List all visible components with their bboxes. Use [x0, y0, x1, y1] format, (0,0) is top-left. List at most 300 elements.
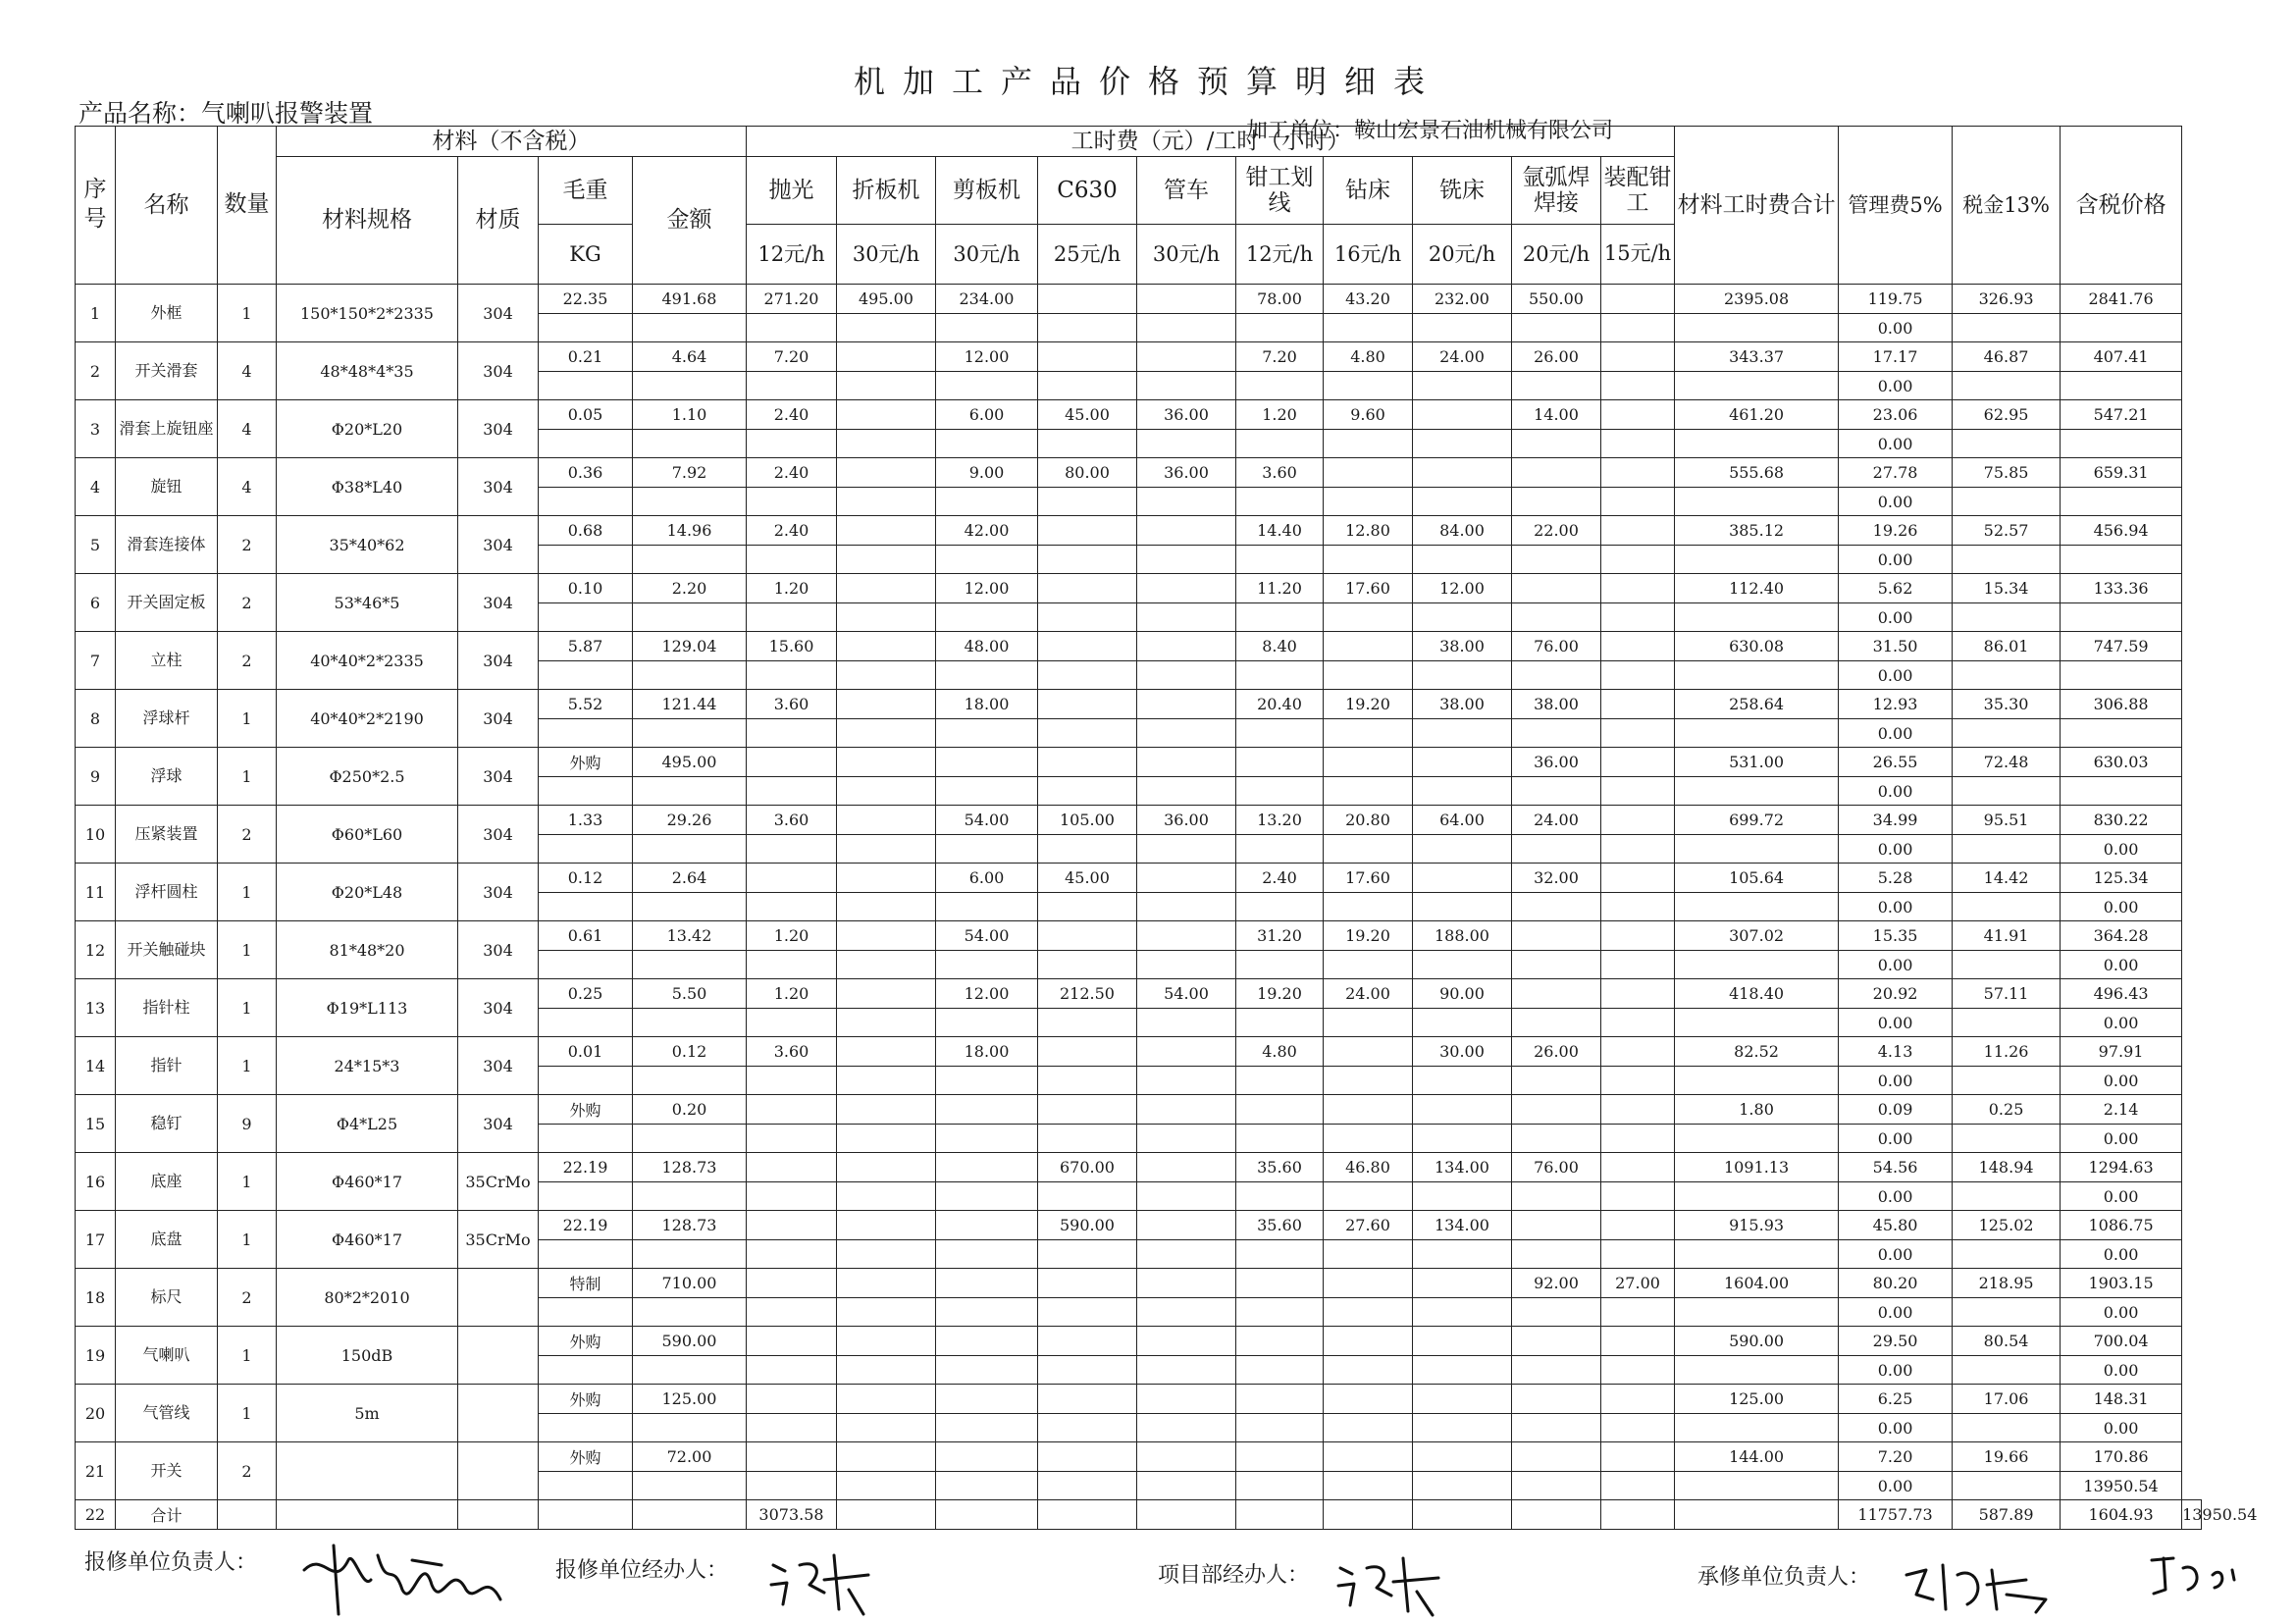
- row-labor-sub: [1137, 1414, 1236, 1442]
- row-labor-cost: 76.00: [1512, 1153, 1601, 1182]
- row-price-sub: 0.00: [2061, 835, 2182, 864]
- row-tax: 86.01: [1953, 632, 2061, 661]
- row-labor-cost: 32.00: [1512, 864, 1601, 893]
- row-weight-sub: [539, 893, 633, 921]
- row-labor-sub: [1512, 1009, 1601, 1037]
- row-labor-cost: 54.00: [1137, 979, 1236, 1009]
- row-labor-cost: 30.00: [1413, 1037, 1512, 1067]
- row-total: 418.40: [1675, 979, 1839, 1009]
- row-price-sub: [2061, 661, 2182, 690]
- row-labor-cost: [1038, 690, 1137, 719]
- row-labor-cost: [1413, 458, 1512, 488]
- row-labor-cost: 18.00: [936, 690, 1038, 719]
- row-labor-cost: [1038, 1385, 1137, 1414]
- row-labor-sub: [1413, 835, 1512, 864]
- row-labor-sub: [936, 372, 1038, 400]
- row-amount-sub: [633, 893, 747, 921]
- row-tax-sub: [1953, 430, 2061, 458]
- row-labor-sub: [747, 372, 837, 400]
- row-labor-cost: 2.40: [1236, 864, 1324, 893]
- total-empty: [633, 1500, 747, 1530]
- row-labor-sub: [1413, 719, 1512, 748]
- row-labor-cost: 17.60: [1324, 574, 1413, 603]
- row-labor-sub: [1236, 314, 1324, 342]
- row-qty: 2: [218, 806, 277, 864]
- row-qty: 2: [218, 1442, 277, 1500]
- row-qty: 2: [218, 1269, 277, 1327]
- row-labor-sub: [1413, 430, 1512, 458]
- row-labor-sub: [936, 777, 1038, 806]
- row-tax-sub: [1953, 719, 2061, 748]
- row-labor-cost: 24.00: [1324, 979, 1413, 1009]
- row-labor-cost: 2.40: [747, 516, 837, 546]
- row-amount: 2.64: [633, 864, 747, 893]
- row-amount-sub: [633, 1067, 747, 1095]
- row-mgmt: 7.20: [1839, 1442, 1953, 1472]
- row-weight-sub: [539, 1125, 633, 1153]
- row-seq: 1: [76, 285, 116, 342]
- row-labor-cost: 84.00: [1413, 516, 1512, 546]
- row-labor-cost: [747, 1327, 837, 1356]
- row-qty: 1: [218, 979, 277, 1037]
- total-empty: [1324, 1500, 1413, 1530]
- row-labor-sub: [747, 1414, 837, 1442]
- row-labor-sub: [837, 1009, 936, 1037]
- col-weight: 毛重: [539, 157, 633, 225]
- row-name: 气管线: [116, 1385, 218, 1442]
- row-seq: 13: [76, 979, 116, 1037]
- row-labor-cost: 1.20: [1236, 400, 1324, 430]
- row-labor-sub: [1601, 1009, 1675, 1037]
- row-labor-sub: [747, 951, 837, 979]
- row-labor-sub: [936, 314, 1038, 342]
- row-total-sub: [1675, 951, 1839, 979]
- row-seq: 9: [76, 748, 116, 806]
- row-labor-sub: [1601, 1414, 1675, 1442]
- col-labor-rate: 25元/h: [1038, 225, 1137, 285]
- row-mgmt: 6.25: [1839, 1385, 1953, 1414]
- row-labor-cost: [1038, 285, 1137, 314]
- row-total-sub: [1675, 835, 1839, 864]
- row-labor-cost: [1137, 285, 1236, 314]
- table-row: [76, 1442, 2202, 1472]
- row-labor-sub: [1236, 603, 1324, 632]
- row-labor-sub: [936, 488, 1038, 516]
- row-labor-sub: [747, 1240, 837, 1269]
- row-labor-cost: [1512, 458, 1601, 488]
- row-amount-sub: [633, 1182, 747, 1211]
- row-labor-sub: [1324, 1182, 1413, 1211]
- row-labor-cost: [837, 1037, 936, 1067]
- row-labor-sub: [1137, 1472, 1236, 1500]
- row-labor-sub: [1413, 661, 1512, 690]
- col-labor-group: 工时费（元）/工时（小时）: [747, 127, 1675, 157]
- row-material: 304: [458, 400, 539, 458]
- row-labor-cost: [837, 921, 936, 951]
- row-labor-sub: [1137, 951, 1236, 979]
- row-total-sub: [1675, 1067, 1839, 1095]
- row-labor-sub: [837, 1067, 936, 1095]
- total-label: 合计: [116, 1500, 218, 1530]
- row-labor-sub: [747, 546, 837, 574]
- row-weight: 22.19: [539, 1153, 633, 1182]
- total-empty: [936, 1500, 1038, 1530]
- total-empty: [539, 1500, 633, 1530]
- row-tax: 326.93: [1953, 285, 2061, 314]
- row-weight: 1.33: [539, 806, 633, 835]
- row-labor-sub: [1324, 1240, 1413, 1269]
- row-labor-sub: [1324, 661, 1413, 690]
- total-empty: [458, 1500, 539, 1530]
- row-labor-sub: [936, 1240, 1038, 1269]
- row-price-sub: 0.00: [2061, 951, 2182, 979]
- col-total: 材料工时费合计: [1675, 127, 1839, 285]
- row-labor-sub: [936, 951, 1038, 979]
- row-seq: 3: [76, 400, 116, 458]
- row-amount: 29.26: [633, 806, 747, 835]
- total-empty: [1413, 1500, 1512, 1530]
- row-tax-sub: [1953, 835, 2061, 864]
- row-labor-cost: 19.20: [1236, 979, 1324, 1009]
- row-material: 304: [458, 921, 539, 979]
- table-row: [76, 1269, 2202, 1298]
- contractor-head-label: 承修单位负责人：: [1697, 1565, 1871, 1590]
- row-labor-sub: [1512, 835, 1601, 864]
- row-labor-sub: [1512, 719, 1601, 748]
- row-labor-cost: 1.20: [747, 921, 837, 951]
- row-mgmt: 19.26: [1839, 516, 1953, 546]
- row-labor-sub: [747, 1125, 837, 1153]
- row-labor-cost: [1038, 632, 1137, 661]
- row-tax: 11.26: [1953, 1037, 2061, 1067]
- row-total: 531.00: [1675, 748, 1839, 777]
- row-weight-sub: [539, 1356, 633, 1385]
- row-spec: 53*46*5: [277, 574, 458, 632]
- row-spec: Φ4*L25: [277, 1095, 458, 1153]
- row-labor-sub: [1038, 893, 1137, 921]
- row-weight-sub: [539, 430, 633, 458]
- total-row: [76, 1500, 2202, 1530]
- table-row: [76, 1037, 2202, 1067]
- col-labor-rate: 12元/h: [1236, 225, 1324, 285]
- row-name: 开关滑套: [116, 342, 218, 400]
- row-labor-cost: [747, 1153, 837, 1182]
- row-labor-sub: [936, 1009, 1038, 1037]
- row-total: 112.40: [1675, 574, 1839, 603]
- row-labor-cost: 3.60: [747, 806, 837, 835]
- row-spec: [277, 1442, 458, 1500]
- row-amount-sub: [633, 1009, 747, 1037]
- row-labor-cost: [1038, 921, 1137, 951]
- row-labor-cost: [837, 690, 936, 719]
- row-labor-sub: [1601, 1067, 1675, 1095]
- row-weight-sub: [539, 1298, 633, 1327]
- row-labor-cost: 78.00: [1236, 285, 1324, 314]
- row-weight: 0.61: [539, 921, 633, 951]
- row-labor-sub: [1324, 1472, 1413, 1500]
- row-labor-cost: 14.00: [1512, 400, 1601, 430]
- total-empty: [837, 1500, 936, 1530]
- repair-head-label: 报修单位负责人：: [84, 1550, 258, 1575]
- row-labor-cost: 22.00: [1512, 516, 1601, 546]
- row-price-sub: [2061, 314, 2182, 342]
- row-labor-sub: [837, 661, 936, 690]
- row-mgmt: 12.93: [1839, 690, 1953, 719]
- row-amount: 121.44: [633, 690, 747, 719]
- row-labor-sub: [1324, 430, 1413, 458]
- row-seq: 15: [76, 1095, 116, 1153]
- row-labor-sub: [837, 951, 936, 979]
- row-labor-sub: [1512, 372, 1601, 400]
- row-amount: 495.00: [633, 748, 747, 777]
- row-amount: 128.73: [633, 1153, 747, 1182]
- row-amount: 72.00: [633, 1442, 747, 1472]
- row-spec: 48*48*4*35: [277, 342, 458, 400]
- row-price-sub: 0.00: [2061, 1298, 2182, 1327]
- row-price: 747.59: [2061, 632, 2182, 661]
- row-labor-cost: [1512, 1095, 1601, 1125]
- row-labor-cost: [936, 748, 1038, 777]
- row-material: 304: [458, 690, 539, 748]
- row-labor-sub: [1512, 893, 1601, 921]
- row-labor-cost: 105.00: [1038, 806, 1137, 835]
- row-total: 1091.13: [1675, 1153, 1839, 1182]
- row-labor-sub: [1601, 1356, 1675, 1385]
- row-mgmt: 27.78: [1839, 458, 1953, 488]
- row-labor-cost: [837, 1327, 936, 1356]
- row-price-sub: [2061, 430, 2182, 458]
- col-labor-rate: 15元/h: [1601, 225, 1675, 285]
- row-weight-sub: [539, 372, 633, 400]
- row-labor-cost: [1038, 1095, 1137, 1125]
- row-tax: 148.94: [1953, 1153, 2061, 1182]
- row-seq: 6: [76, 574, 116, 632]
- row-labor-sub: [1236, 372, 1324, 400]
- row-name: 指针: [116, 1037, 218, 1095]
- row-labor-sub: [837, 1240, 936, 1269]
- row-labor-cost: 45.00: [1038, 400, 1137, 430]
- row-amount-sub: [633, 777, 747, 806]
- row-labor-cost: [747, 748, 837, 777]
- row-labor-sub: [1413, 1414, 1512, 1442]
- row-labor-cost: 31.20: [1236, 921, 1324, 951]
- row-mgmt-sub: 0.00: [1839, 1182, 1953, 1211]
- row-labor-cost: [936, 1327, 1038, 1356]
- row-labor-cost: [747, 864, 837, 893]
- row-spec: 150*150*2*2335: [277, 285, 458, 342]
- row-labor-sub: [936, 1182, 1038, 1211]
- row-qty: 1: [218, 1211, 277, 1269]
- row-seq: 16: [76, 1153, 116, 1211]
- row-mgmt: 23.06: [1839, 400, 1953, 430]
- row-labor-sub: [1413, 546, 1512, 574]
- row-price-sub: 0.00: [2061, 893, 2182, 921]
- row-price: 659.31: [2061, 458, 2182, 488]
- total-seq: 22: [76, 1500, 116, 1530]
- row-total-sub: [1675, 1414, 1839, 1442]
- col-qty: 数量: [218, 127, 277, 285]
- row-amount: 129.04: [633, 632, 747, 661]
- row-labor-cost: 550.00: [1512, 285, 1601, 314]
- row-labor-cost: 12.00: [936, 342, 1038, 372]
- row-weight-sub: [539, 1067, 633, 1095]
- table-row: [76, 690, 2202, 719]
- col-tax: 税金13%: [1953, 127, 2061, 285]
- row-labor-sub: [837, 603, 936, 632]
- total-empty: [277, 1500, 458, 1530]
- table-row: [76, 285, 2202, 314]
- table-row: [76, 1095, 2202, 1125]
- row-labor-cost: [936, 1385, 1038, 1414]
- row-labor-cost: [1512, 979, 1601, 1009]
- row-total-sub: [1675, 1240, 1839, 1269]
- row-price: 2841.76: [2061, 285, 2182, 314]
- row-amount: 5.50: [633, 979, 747, 1009]
- row-amount-sub: [633, 1125, 747, 1153]
- row-total-sub: [1675, 893, 1839, 921]
- row-labor-cost: [1324, 1442, 1413, 1472]
- row-labor-sub: [837, 1414, 936, 1442]
- row-total: 699.72: [1675, 806, 1839, 835]
- row-labor-cost: 43.20: [1324, 285, 1413, 314]
- row-labor-cost: 19.20: [1324, 921, 1413, 951]
- row-weight-sub: [539, 546, 633, 574]
- row-total-sub: [1675, 488, 1839, 516]
- row-labor-sub: [1512, 1298, 1601, 1327]
- row-tax-sub: [1953, 372, 2061, 400]
- row-labor-cost: 8.40: [1236, 632, 1324, 661]
- row-name: 底座: [116, 1153, 218, 1211]
- row-amount-sub: [633, 546, 747, 574]
- row-labor-cost: 54.00: [936, 921, 1038, 951]
- row-labor-cost: 38.00: [1413, 690, 1512, 719]
- row-price: 700.04: [2061, 1327, 2182, 1356]
- row-labor-cost: [1601, 632, 1675, 661]
- row-price: 547.21: [2061, 400, 2182, 430]
- row-labor-sub: [1236, 1240, 1324, 1269]
- row-labor-sub: [1137, 372, 1236, 400]
- row-tax: 52.57: [1953, 516, 2061, 546]
- row-tax-sub: [1953, 546, 2061, 574]
- row-labor-cost: [1236, 1327, 1324, 1356]
- row-labor-sub: [1512, 1067, 1601, 1095]
- row-price: 1086.75: [2061, 1211, 2182, 1240]
- row-mgmt-sub: 0.00: [1839, 488, 1953, 516]
- col-labor-rate: 20元/h: [1413, 225, 1512, 285]
- row-seq: 5: [76, 516, 116, 574]
- row-labor-cost: [1137, 1153, 1236, 1182]
- row-labor-cost: 38.00: [1413, 632, 1512, 661]
- row-qty: 1: [218, 690, 277, 748]
- row-amount-sub: [633, 488, 747, 516]
- row-price-sub: 0.00: [2061, 1182, 2182, 1211]
- total-price: 13950.54: [2182, 1500, 2202, 1530]
- row-price: 133.36: [2061, 574, 2182, 603]
- row-labor-cost: [1038, 1442, 1137, 1472]
- row-labor-sub: [1413, 372, 1512, 400]
- row-labor-sub: [1413, 603, 1512, 632]
- row-labor-cost: [837, 1442, 936, 1472]
- row-weight: 22.19: [539, 1211, 633, 1240]
- row-labor-sub: [1601, 546, 1675, 574]
- col-mgmt: 管理费5%: [1839, 127, 1953, 285]
- row-labor-cost: 7.20: [1236, 342, 1324, 372]
- row-seq: 11: [76, 864, 116, 921]
- row-total: 590.00: [1675, 1327, 1839, 1356]
- row-labor-cost: [1601, 574, 1675, 603]
- row-labor-sub: [837, 1472, 936, 1500]
- row-labor-sub: [1324, 372, 1413, 400]
- row-material: 304: [458, 458, 539, 516]
- row-labor-sub: [936, 603, 1038, 632]
- row-labor-sub: [1038, 661, 1137, 690]
- row-labor-sub: [1038, 372, 1137, 400]
- row-labor-cost: 9.00: [936, 458, 1038, 488]
- row-mgmt: 29.50: [1839, 1327, 1953, 1356]
- row-labor-sub: [747, 1182, 837, 1211]
- row-labor-sub: [936, 719, 1038, 748]
- row-labor-sub: [1413, 1182, 1512, 1211]
- row-labor-sub: [1512, 1240, 1601, 1269]
- table-row: [76, 1327, 2202, 1356]
- row-labor-sub: [1601, 603, 1675, 632]
- row-tax-sub: [1953, 314, 2061, 342]
- row-tax-sub: [1953, 1414, 2061, 1442]
- row-labor-sub: [1324, 488, 1413, 516]
- row-name: 开关: [116, 1442, 218, 1500]
- row-labor-sub: [1324, 835, 1413, 864]
- row-labor-sub: [837, 1182, 936, 1211]
- row-labor-cost: [1236, 1269, 1324, 1298]
- row-labor-cost: 2.40: [747, 400, 837, 430]
- budget-table: [75, 126, 2258, 1530]
- row-labor-cost: 27.60: [1324, 1211, 1413, 1240]
- col-labor-name: 装配钳工: [1601, 157, 1675, 225]
- row-labor-sub: [936, 1125, 1038, 1153]
- row-material: [458, 1269, 539, 1327]
- row-tax: 46.87: [1953, 342, 2061, 372]
- row-total: 307.02: [1675, 921, 1839, 951]
- row-labor-cost: [1601, 516, 1675, 546]
- row-labor-cost: [1601, 806, 1675, 835]
- row-labor-cost: [1601, 1327, 1675, 1356]
- row-labor-cost: [1512, 1327, 1601, 1356]
- row-labor-sub: [747, 1356, 837, 1385]
- row-labor-sub: [1236, 719, 1324, 748]
- row-labor-sub: [1038, 1298, 1137, 1327]
- row-labor-sub: [1137, 719, 1236, 748]
- row-labor-cost: 76.00: [1512, 632, 1601, 661]
- col-labor-rate: 30元/h: [837, 225, 936, 285]
- row-tax: 75.85: [1953, 458, 2061, 488]
- row-labor-cost: [1601, 690, 1675, 719]
- row-mgmt-sub: 0.00: [1839, 314, 1953, 342]
- col-amount: 金额: [633, 157, 747, 285]
- row-labor-sub: [1236, 777, 1324, 806]
- row-labor-cost: [837, 806, 936, 835]
- project-handler-label: 项目部经办人：: [1158, 1563, 1310, 1588]
- row-labor-sub: [1038, 719, 1137, 748]
- row-name: 压紧装置: [116, 806, 218, 864]
- row-weight-sub: [539, 1240, 633, 1269]
- row-mgmt: 34.99: [1839, 806, 1953, 835]
- row-labor-sub: [1512, 488, 1601, 516]
- col-labor-rate: 20元/h: [1512, 225, 1601, 285]
- row-labor-cost: [837, 1153, 936, 1182]
- row-labor-sub: [1038, 835, 1137, 864]
- row-labor-sub: [1038, 777, 1137, 806]
- row-labor-sub: [1038, 1472, 1137, 1500]
